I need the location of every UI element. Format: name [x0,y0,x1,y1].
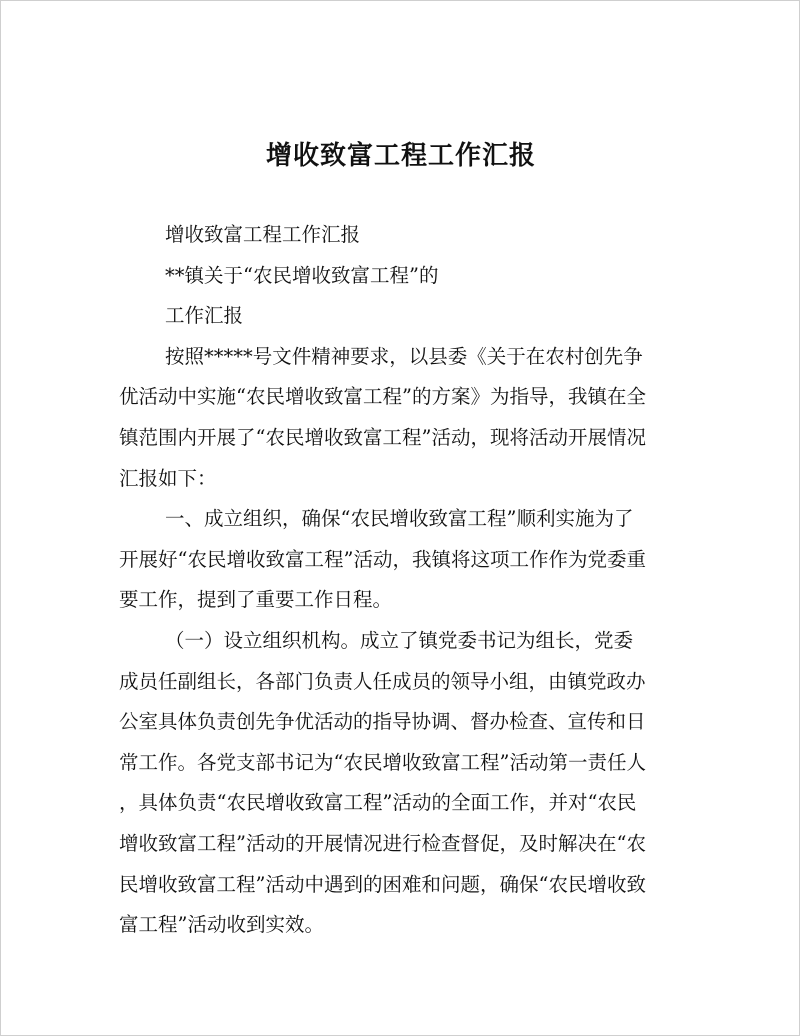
body-line: 民增收致富工程”活动中遇到的困难和问题，确保“农民增收致 [119,872,646,896]
body-line: 开展好“农民增收致富工程”活动，我镇将这项工作作为党委重 [119,547,646,571]
body-line: 富工程”活动收到实效。 [119,913,324,937]
body-line: **镇关于“农民增收致富工程”的 [165,263,439,287]
body-line: 增收致富工程工作汇报 [165,223,361,246]
body-line: 一、成立组织，确保“农民增收致富工程”顺利实施为了 [165,507,634,531]
body-line: 汇报如下： [119,466,217,490]
body-line: 常工作。各党支部书记为“农民增收致富工程”活动第一责任人 [119,750,646,774]
body-line: 按照*****号文件精神要求，以县委《关于在农村创先争 [165,344,643,368]
document-body [119,215,687,946]
body-line: 工作汇报 [165,304,244,328]
body-line: 公室具体负责创先争优活动的指导协调、督办检查、宣传和日 [119,710,646,734]
body-line: 优活动中实施“农民增收致富工程”的方案》为指导，我镇在全 [119,385,646,409]
body-line: 成员任副组长，各部门负责人任成员的领导小组，由镇党政办 [119,669,646,693]
document-title: 增收致富工程工作汇报 [265,141,536,171]
body-line: 要工作，提到了重要工作日程。 [119,588,393,612]
body-line: 镇范围内开展了“农民增收致富工程”活动，现将活动开展情况 [119,425,646,449]
body-line: 增收致富工程”活动的开展情况进行检查督促，及时解决在“农 [119,831,646,855]
body-line: （一）设立组织机构。成立了镇党委书记为组长，党委 [165,628,634,652]
body-line: ，具体负责“农民增收致富工程”活动的全面工作，并对“农民 [119,791,637,815]
